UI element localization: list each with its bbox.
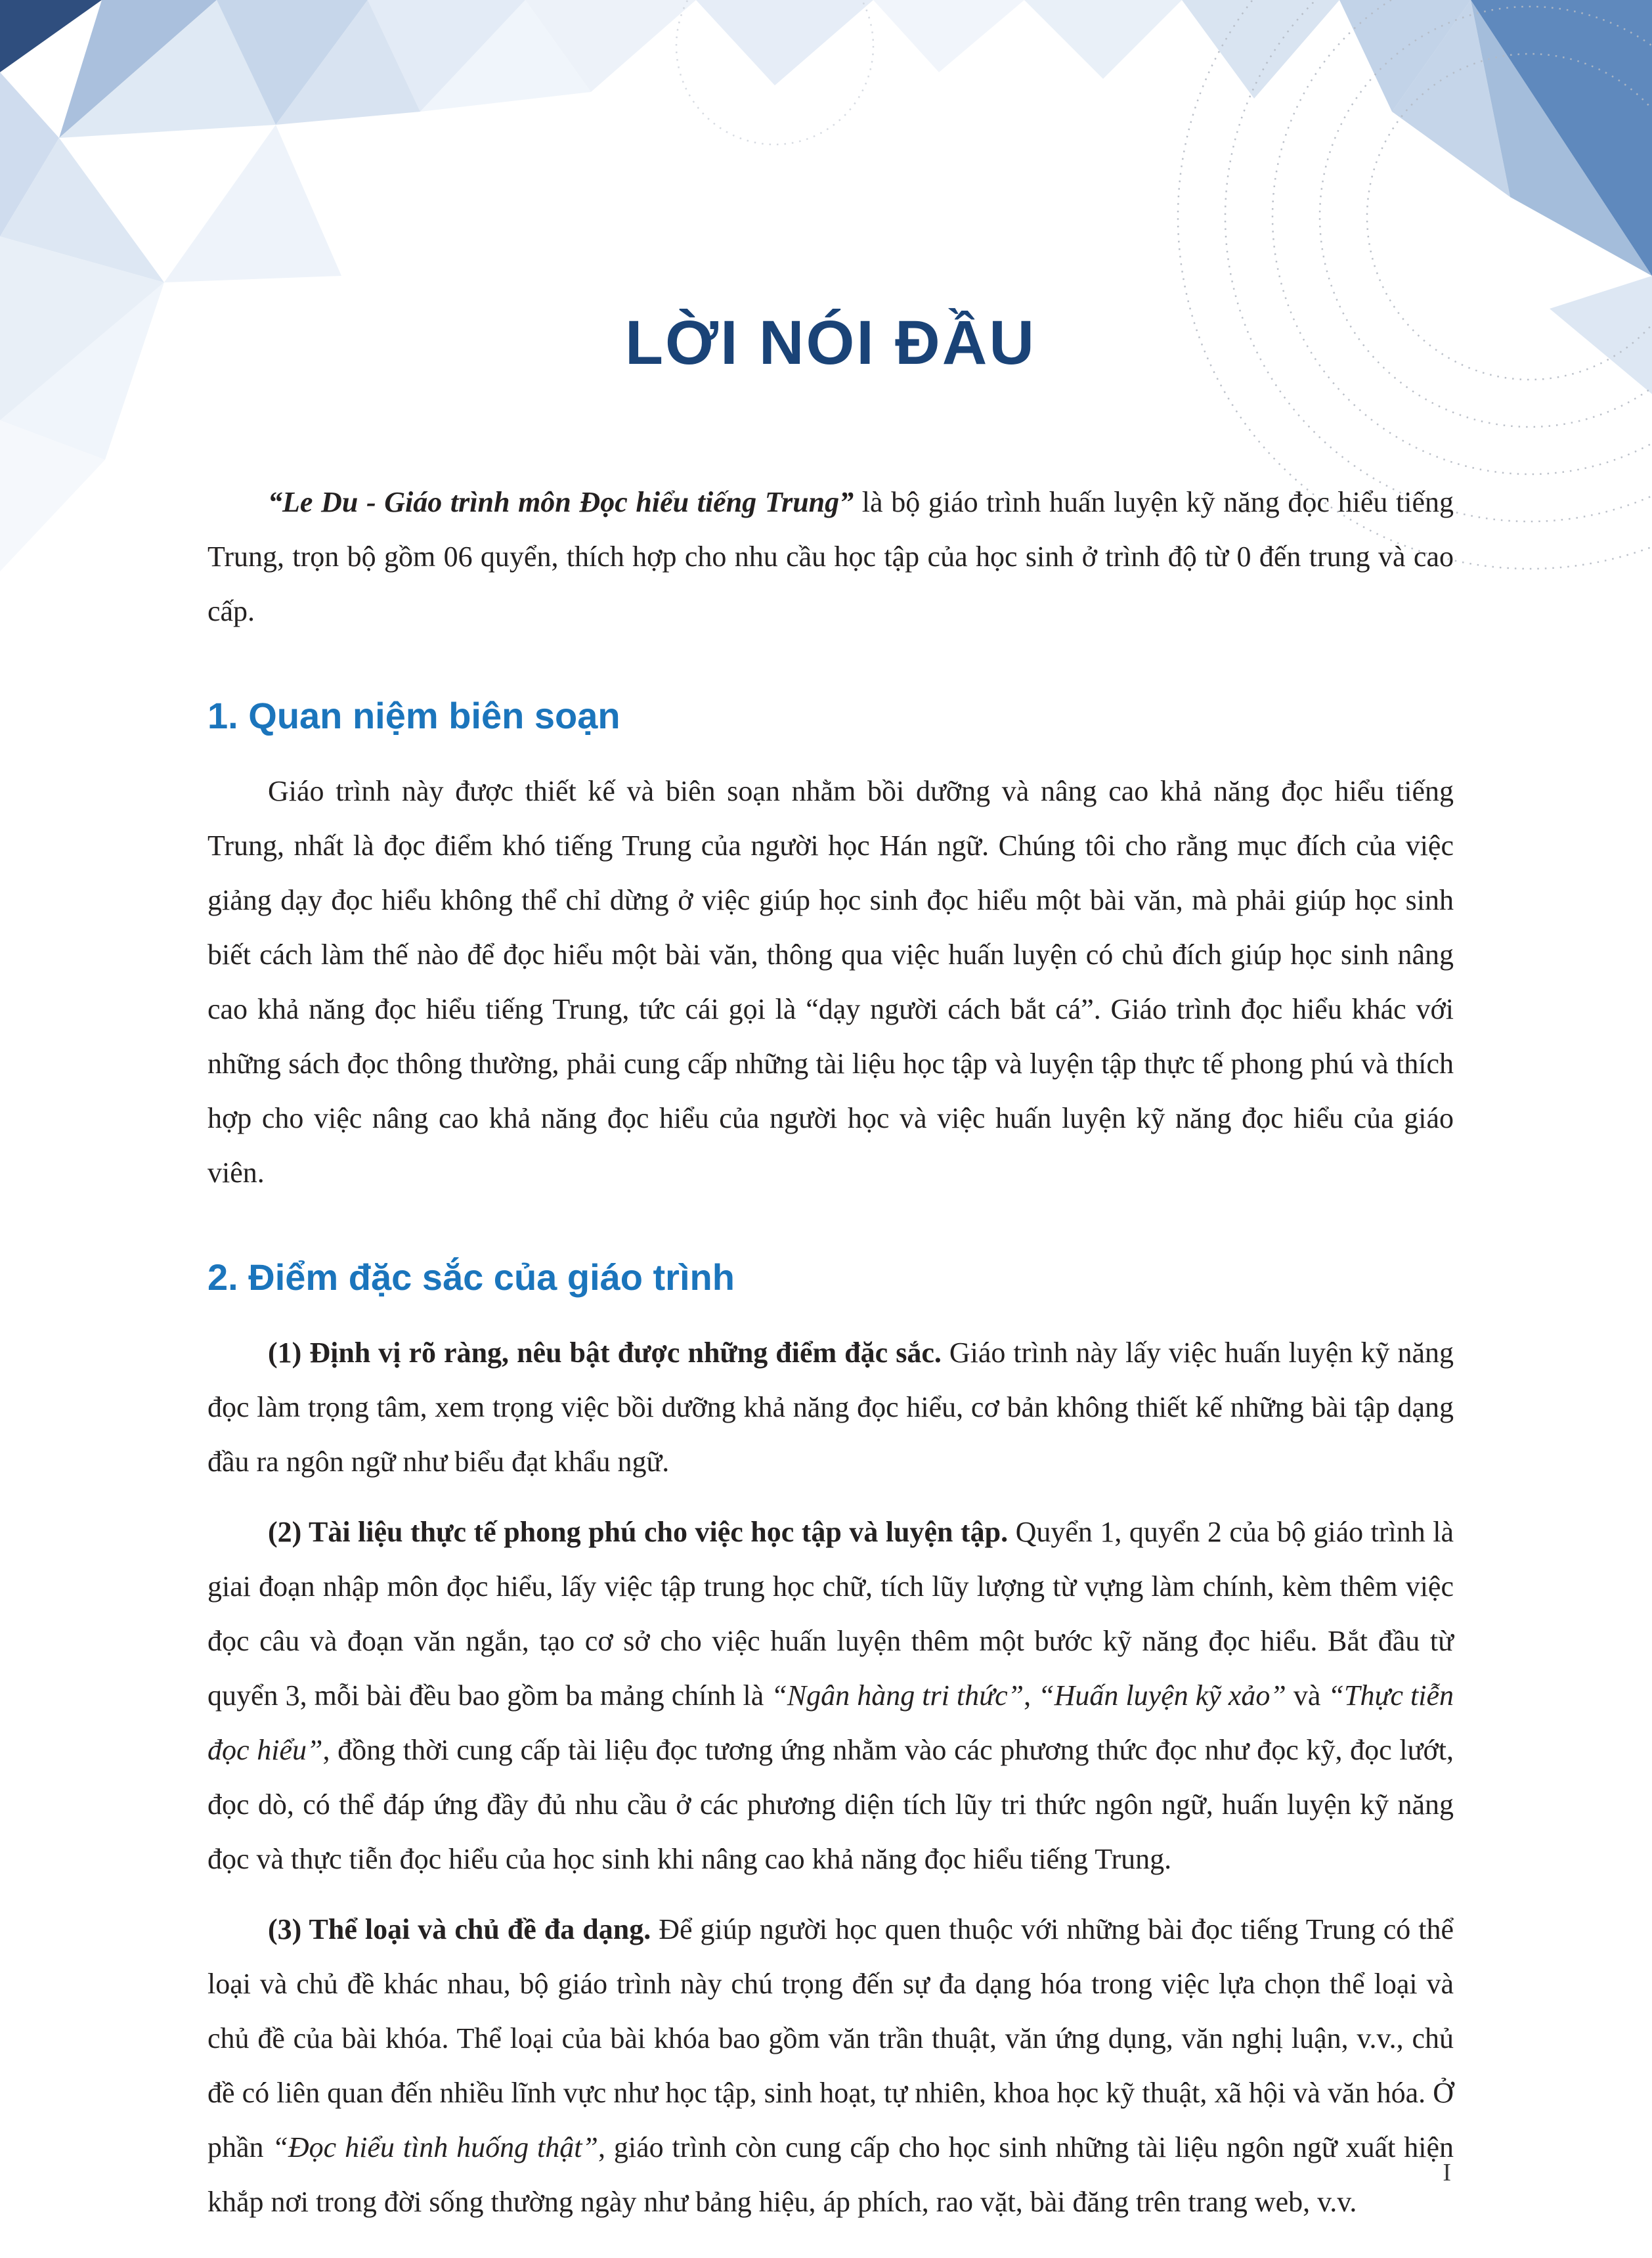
page-title: LỜI NÓI ĐẦU [625, 308, 1036, 378]
corner-triangle-blue [1471, 0, 1652, 276]
intro-paragraph [207, 475, 1454, 638]
text-segment: Giáo trình này lấy việc huấn luyện kỹ năng đọc làm trọng tâm, xem trọng việc bồi dưỡng khả năng đọc hiểu, cơ bản không thiết kế những bài tập dạng đầu ra ngôn ngữ như biểu đạt khẩu ngữ. [207, 1336, 1454, 1478]
book-title-text: “Le Du - Giáo trình môn Đọc hiểu tiếng Trung” [268, 485, 854, 518]
feature-3-lead: (3) Thể loại và chủ đề đa dạng. [268, 1913, 651, 1945]
text-segment: Để giúp người học quen thuộc với những bài đọc tiếng Trung có thể loại và chủ đề khác nhau, bộ giáo trình này chú trọng đến sự đa dạng hóa trong việc lựa chọn thể loại và chủ đề của bài khóa. Thể loại của bài khóa bao gồm văn trần thuật, văn ứng dụng, văn nghị luận, v.v., chủ đề có liên quan đến nhiều lĩnh vực như học tập, sinh hoạt, tự nhiên, khoa học kỹ thuật, xã hội và văn hóa. Ở phần [207, 1913, 1454, 2163]
text-segment: , [1024, 1679, 1039, 1712]
section-1-paragraph [207, 764, 1454, 1200]
quoted-title: “Huấn luyện kỹ xảo” [1038, 1679, 1286, 1712]
quoted-title: “Đọc hiểu tình huống thật” [272, 2131, 598, 2163]
quoted-title: “Thực tiễn đọc hiểu” [207, 1679, 1454, 1766]
feature-paragraph-1 [207, 1325, 1454, 1489]
text-segment: Quyển 1, quyển 2 của bộ giáo trình là giai đoạn nhập môn đọc hiểu, lấy việc tập trung học chữ, tích lũy lượng từ vựng làm chính, kèm thêm việc đọc câu và đoạn văn ngắn, tạo cơ sở cho việc huấn luyện thêm một bước kỹ năng đọc hiểu. Bắt đầu từ quyển 3, mỗi bài đều bao gồm ba mảng chính là [207, 1515, 1454, 1712]
text-segment: Giáo trình này được thiết kế và biên soạn nhằm bồi dưỡng và nâng cao khả năng đọc hiểu tiếng Trung, nhất là đọc điểm khó tiếng Trung của người học Hán ngữ. Chúng tôi cho rằng mục đích của việc giảng dạy đọc hiểu không thể chỉ dừng ở việc giúp học sinh đọc hiểu một bài văn, mà phải giúp học sinh biết cách làm thế nào để đọc hiểu một bài văn, thông qua việc huấn luyện có chủ đích giúp học sinh nâng cao khả năng đọc hiểu tiếng Trung, tức cái gọi là “dạy người cách bắt cá”. Giáo trình đọc hiểu khác với những sách đọc thông thường, phải cung cấp những tài liệu học tập và luyện tập thực tế phong phú và thích hợp cho việc nâng cao khả năng đọc hiểu của người học và việc huấn luyện kỹ năng đọc hiểu của giáo viên. [207, 774, 1454, 1189]
text-segment: là bộ giáo trình huấn luyện kỹ năng đọc hiểu tiếng Trung, trọn bộ gồm 06 quyển, thích hợp cho nhu cầu học tập của học sinh ở trình độ từ 0 đến trung và cao cấp. [207, 485, 1454, 627]
feature-2-lead: (2) Tài liệu thực tế phong phú cho việc học tập và luyện tập. [268, 1515, 1009, 1548]
quoted-title: “Ngân hàng tri thức” [771, 1679, 1024, 1712]
text-segment: và [1286, 1679, 1328, 1712]
page-content [207, 0, 1454, 2245]
section-1-heading: 1. Quan niệm biên soạn [207, 694, 620, 736]
feature-paragraph-3 [207, 1902, 1454, 2229]
corner-triangle-dark [0, 0, 102, 72]
feature-paragraph-2 [207, 1505, 1454, 1886]
page-number: I [1443, 2159, 1451, 2186]
text-segment: , giáo trình còn cung cấp cho học sinh những tài liệu ngôn ngữ xuất hiện khắp nơi trong đời sống thường ngày như bảng hiệu, áp phích, rao vặt, bài đăng trên trang web, v.v. [207, 2131, 1454, 2218]
text-segment: , đồng thời cung cấp tài liệu đọc tương ứng nhằm vào các phương thức đọc như đọc kỹ, đọc lướt, đọc dò, có thể đáp ứng đầy đủ nhu cầu ở các phương diện tích lũy tri thức ngôn ngữ, huấn luyện kỹ năng đọc và thực tiễn đọc hiểu của học sinh khi nâng cao khả năng đọc hiểu tiếng Trung. [207, 1733, 1454, 1875]
feature-1-lead: (1) Định vị rõ ràng, nêu bật được những điểm đặc sắc. [268, 1336, 942, 1369]
section-2-heading: 2. Điểm đặc sắc của giáo trình [207, 1256, 735, 1298]
